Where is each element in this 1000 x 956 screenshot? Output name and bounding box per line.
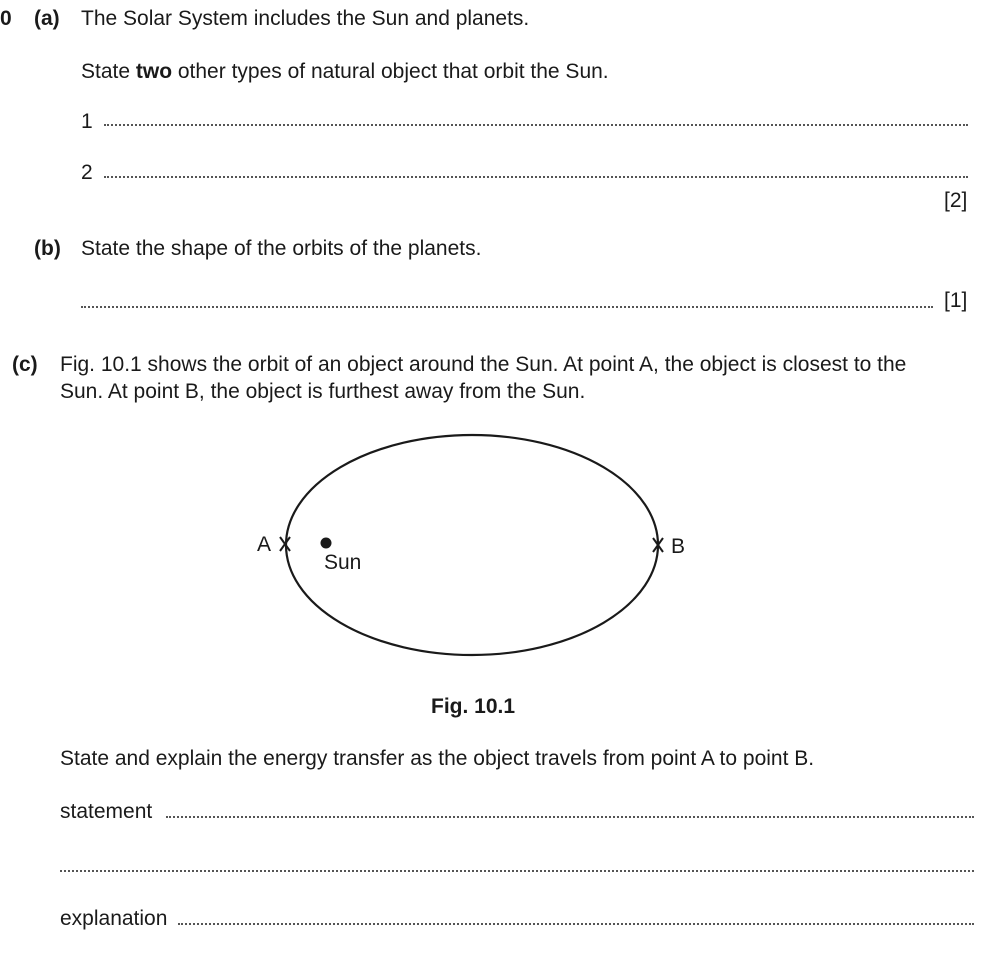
part-a-intro: The Solar System includes the Sun and planets. xyxy=(81,7,530,30)
point-a-marker xyxy=(280,537,290,551)
statement-answer-line[interactable] xyxy=(166,816,974,818)
part-a-prompt-start: State xyxy=(81,60,136,83)
point-b-label: B xyxy=(671,535,686,558)
answer-line-2[interactable] xyxy=(104,176,968,178)
part-c-text-line-1: Fig. 10.1 shows the orbit of an object around the Sun. At point A, the object is closest to the xyxy=(60,353,907,376)
sun-dot xyxy=(321,538,332,549)
part-b-label: (b) xyxy=(34,237,61,260)
explanation-answer-line[interactable] xyxy=(178,923,974,925)
part-a-prompt-end: other types of natural object that orbit the Sun. xyxy=(172,60,609,83)
part-b-marks: [1] xyxy=(944,289,968,312)
statement-answer-line-2[interactable] xyxy=(60,870,974,872)
part-c-text-line-2: Sun. At point B, the object is furthest away from the Sun. xyxy=(60,380,586,403)
figure-caption: Fig. 10.1 xyxy=(431,695,516,718)
sun-label: Sun xyxy=(324,551,362,574)
part-c-question: State and explain the energy transfer as the object travels from point A to point B. xyxy=(60,747,815,770)
part-b-prompt: State the shape of the orbits of the planets. xyxy=(81,237,482,260)
orbit-figure xyxy=(240,420,710,670)
point-a-label: A xyxy=(257,533,272,556)
answer-line-1[interactable] xyxy=(104,124,968,126)
answer-line-1-label: 1 xyxy=(81,110,93,133)
answer-line-2-label: 2 xyxy=(81,161,93,184)
question-number: 0 xyxy=(0,7,12,30)
part-a-prompt xyxy=(81,61,609,82)
part-a-label: (a) xyxy=(34,7,60,30)
part-a-marks: [2] xyxy=(944,189,968,212)
statement-label: statement xyxy=(60,800,153,823)
part-a-prompt-bold: two xyxy=(135,60,173,83)
orbit-ellipse xyxy=(286,435,658,655)
explanation-label: explanation xyxy=(60,907,168,930)
part-c-label: (c) xyxy=(12,353,38,376)
part-b-answer-line[interactable] xyxy=(81,306,933,308)
